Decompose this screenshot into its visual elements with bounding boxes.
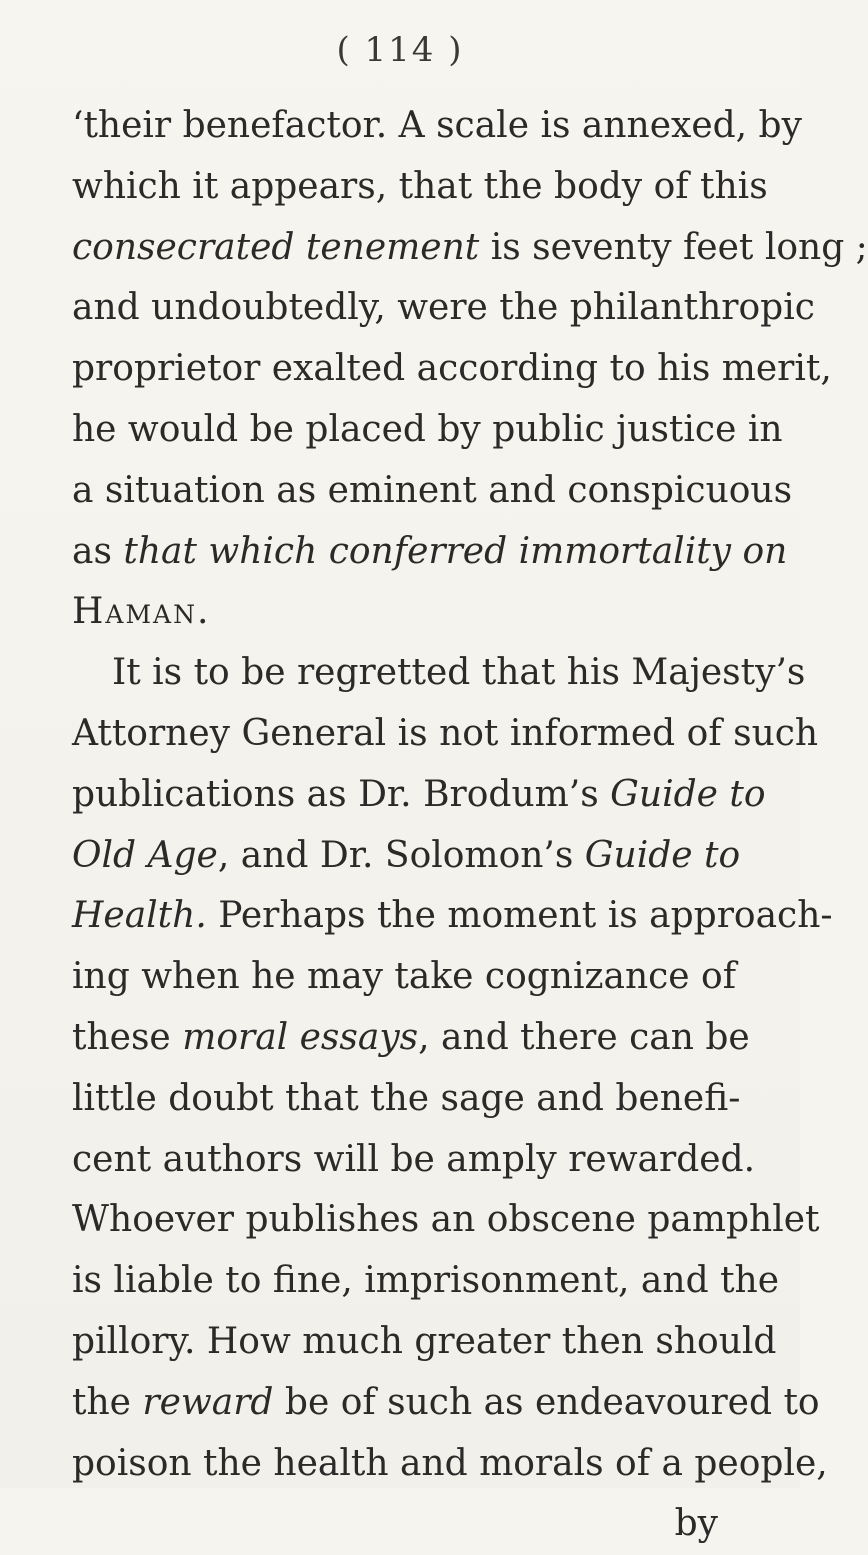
text-line-13	[72, 826, 741, 887]
italic-phrase-guide-to-2: Guide to	[584, 834, 741, 876]
italic-phrase-old-age: Old Age	[72, 834, 218, 876]
text-line-18: cent authors will be amply rewarded.	[72, 1138, 756, 1180]
italic-phrase-consecrated: consecrated tenement	[72, 226, 480, 268]
text-line-23: poison the health and morals of a people,	[72, 1442, 828, 1484]
text-line-13-mid: , and Dr. Solomon’s	[217, 834, 585, 876]
text-line-5: proprietor exalted according to his merit,	[72, 348, 832, 390]
text-line-14	[72, 886, 833, 947]
text-line-2: which it appears, that the body of this	[72, 165, 768, 207]
text-line-3-rest: is seventy feet long ;	[479, 226, 868, 268]
text-line-20: is liable to fine, imprisonment, and the	[72, 1260, 780, 1302]
text-line-16	[72, 1008, 750, 1069]
italic-phrase-immortality: that which conferred immortality on	[123, 530, 788, 572]
text-line-16-start: these	[72, 1016, 183, 1058]
italic-phrase-moral-essays: moral essays	[182, 1016, 419, 1058]
body-text	[72, 96, 868, 1555]
text-line-9	[72, 582, 732, 643]
text-line-6: he would be placed by public justice in	[72, 408, 783, 450]
smallcaps-haman: Haman.	[72, 591, 211, 633]
text-line-21: pillory. How much greater then should	[72, 1320, 777, 1362]
text-line-8	[72, 522, 788, 583]
italic-word-reward: reward	[142, 1381, 274, 1423]
text-line-22-start: the	[72, 1381, 143, 1423]
catchword: by	[674, 1503, 718, 1545]
text-line-12-start: publications as Dr. Brodum’s	[72, 773, 611, 815]
text-line-17: little doubt that the sage and benefi-	[72, 1077, 741, 1119]
text-line-1: ‘their benefactor. A scale is annexed, by	[72, 105, 802, 146]
italic-phrase-health: Health.	[72, 895, 207, 937]
text-line-16-rest: , and there can be	[418, 1016, 750, 1058]
text-line-19: Whoever publishes an obscene pamphlet	[72, 1199, 820, 1241]
text-line-14-rest: Perhaps the moment is approach-	[206, 895, 833, 937]
page-number: ( 114 )	[336, 30, 464, 70]
text-line-10: It is to be regretted that his Majesty’s	[112, 652, 806, 694]
text-line-4: and undoubtedly, were the philanthropic	[72, 287, 815, 329]
text-line-8-start: as	[72, 530, 124, 572]
text-line-3	[72, 218, 868, 279]
text-line-15: ing when he may take cognizance of	[72, 956, 737, 998]
text-line-11: Attorney General is not informed of such	[72, 712, 819, 754]
text-line-22-rest: be of such as endeavoured to	[273, 1381, 820, 1423]
text-line-7: a situation as eminent and conspicuous	[72, 469, 793, 511]
italic-phrase-guide-to-1: Guide to	[610, 773, 766, 815]
text-line-12	[72, 765, 766, 826]
text-line-22	[72, 1373, 820, 1434]
